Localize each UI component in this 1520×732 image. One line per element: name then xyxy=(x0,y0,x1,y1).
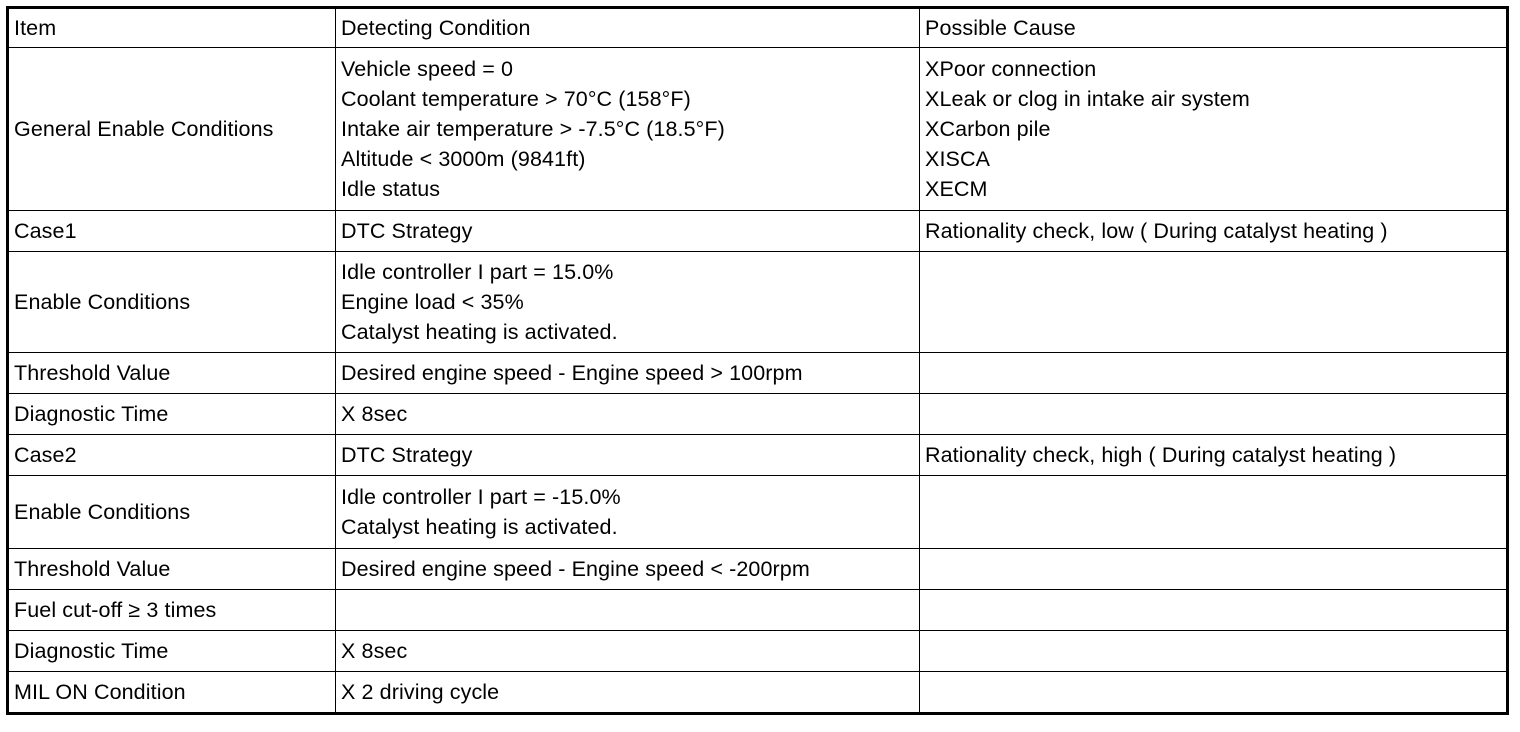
table-row xyxy=(8,549,1508,590)
general-condition: Altitude < 3000m (9841ft) xyxy=(341,147,586,171)
mil-on-label: MIL ON Condition xyxy=(8,672,336,714)
empty-cell xyxy=(920,476,1508,549)
case2-diag-time-label: Diagnostic Time xyxy=(8,631,336,672)
table-row xyxy=(8,435,1508,476)
case1-enable-condition: Catalyst heating is activated. xyxy=(341,320,618,344)
case2-fuel-cutoff-label: Fuel cut-off ≥ 3 times xyxy=(8,590,336,631)
case1-enable-condition: Idle controller I part = 15.0% xyxy=(341,260,614,284)
case1-threshold-value: Desired engine speed - Engine speed > 100rpm xyxy=(336,353,920,394)
table-header-row xyxy=(8,8,1508,48)
case2-check: Rationality check, high ( During catalyst heating ) xyxy=(920,435,1508,476)
header-detecting-condition: Detecting Condition xyxy=(336,8,920,48)
case1-threshold-label: Threshold Value xyxy=(8,353,336,394)
case1-enable-conditions-cell xyxy=(336,252,920,353)
case1-check: Rationality check, low ( During catalyst heating ) xyxy=(920,211,1508,252)
empty-cell xyxy=(920,631,1508,672)
header-item: Item xyxy=(8,8,336,48)
empty-cell xyxy=(920,672,1508,714)
case2-threshold-label: Threshold Value xyxy=(8,549,336,590)
general-condition: Coolant temperature > 70°C (158°F) xyxy=(341,87,691,111)
possible-cause: XLeak or clog in intake air system xyxy=(925,87,1250,111)
possible-cause: XPoor connection xyxy=(925,57,1097,81)
empty-cell xyxy=(336,590,920,631)
empty-cell xyxy=(920,252,1508,353)
case2-enable-label: Enable Conditions xyxy=(8,476,336,549)
table-row xyxy=(8,394,1508,435)
general-enable-label: General Enable Conditions xyxy=(8,48,336,211)
table-row xyxy=(8,353,1508,394)
possible-cause: XISCA xyxy=(925,147,991,171)
table-row xyxy=(8,672,1508,714)
case2-diag-time-value: X 8sec xyxy=(336,631,920,672)
empty-cell xyxy=(920,353,1508,394)
case1-enable-label: Enable Conditions xyxy=(8,252,336,353)
general-conditions-cell xyxy=(336,48,920,211)
general-condition: Vehicle speed = 0 xyxy=(341,57,514,81)
case1-diag-time-label: Diagnostic Time xyxy=(8,394,336,435)
case2-enable-condition: Catalyst heating is activated. xyxy=(341,515,618,539)
possible-causes-cell xyxy=(920,48,1508,211)
header-possible-cause: Possible Cause xyxy=(920,8,1508,48)
case1-label: Case1 xyxy=(8,211,336,252)
table-row xyxy=(8,211,1508,252)
mil-on-value: X 2 driving cycle xyxy=(336,672,920,714)
possible-cause: XCarbon pile xyxy=(925,117,1051,141)
possible-cause: XECM xyxy=(925,177,988,201)
empty-cell xyxy=(920,394,1508,435)
table-row xyxy=(8,252,1508,353)
case1-strategy: DTC Strategy xyxy=(336,211,920,252)
table-row xyxy=(8,631,1508,672)
table-row xyxy=(8,48,1508,211)
general-condition: Idle status xyxy=(341,177,441,201)
case2-enable-condition: Idle controller I part = -15.0% xyxy=(341,485,621,509)
case2-label: Case2 xyxy=(8,435,336,476)
case2-threshold-value: Desired engine speed - Engine speed < -200rpm xyxy=(336,549,920,590)
case1-enable-condition: Engine load < 35% xyxy=(341,290,524,314)
table-row xyxy=(8,590,1508,631)
case2-strategy: DTC Strategy xyxy=(336,435,920,476)
dtc-diagnostic-table xyxy=(6,6,1509,715)
empty-cell xyxy=(920,549,1508,590)
table-row xyxy=(8,476,1508,549)
general-condition: Intake air temperature > -7.5°C (18.5°F) xyxy=(341,117,725,141)
empty-cell xyxy=(920,590,1508,631)
case1-diag-time-value: X 8sec xyxy=(336,394,920,435)
case2-enable-conditions-cell xyxy=(336,476,920,549)
